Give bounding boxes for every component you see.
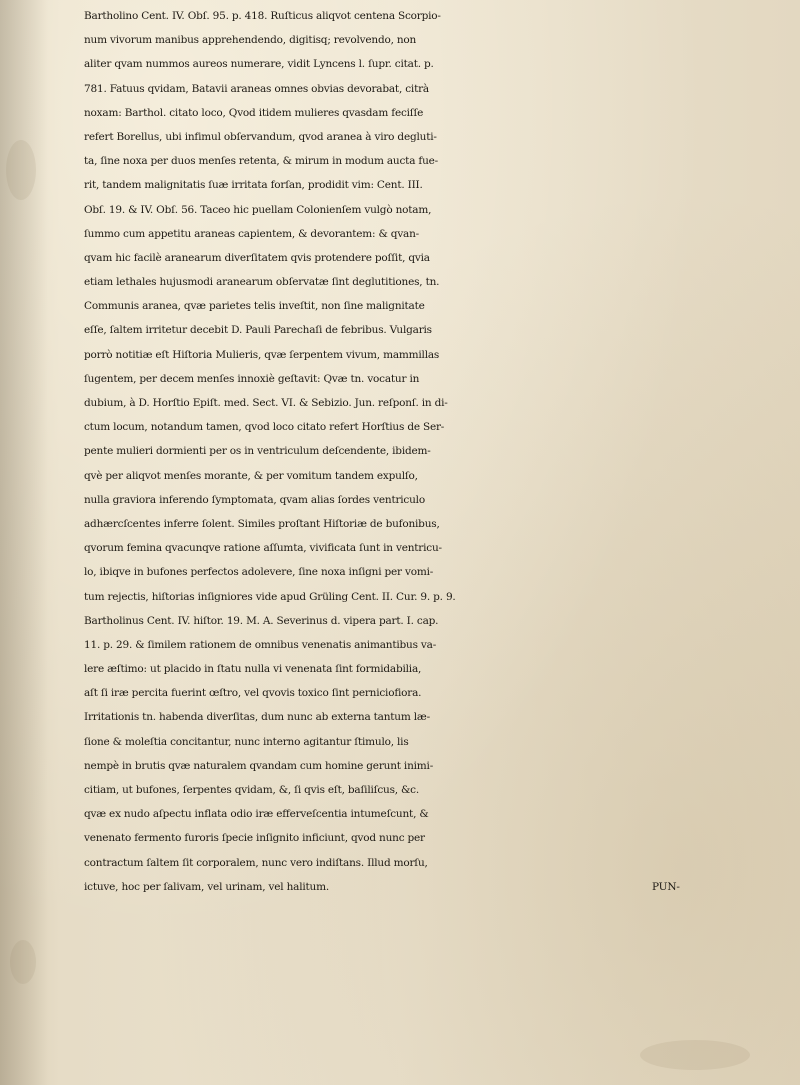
text-line-23: qvorum femina qvacunqve ratione aſſumta, vivificata ſunt in ventricu- [84, 542, 442, 555]
text-line-3: aliter qvam nummos aureos numerare, vidit Lyncens l. ſupr. citat. p. [84, 58, 434, 71]
text-line-31: ſione & moleſtia concitantur, nunc interno agitantur ſtimulo, lis [84, 735, 409, 748]
paper-stain [640, 1040, 750, 1070]
text-line-29: aſt ſi iræ percita fuerint œſtro, vel qvovis toxico ſint perniciofiora. [84, 687, 422, 700]
text-line-7: ta, ſine noxa per duos menſes retenta, & mirum in modum aucta fue- [84, 155, 439, 168]
text-line-20: qvè per aliqvot menſes morante, & per vomitum tandem expulſo, [84, 469, 418, 482]
text-line-34: qvæ ex nudo aſpectu inflata odio iræ efferveſcentia intumeſcunt, & [84, 808, 429, 821]
text-line-27: 11. p. 29. & ſimilem rationem de omnibus venenatis animantibus va- [84, 638, 437, 651]
text-line-18: ctum locum, notandum tamen, qvod loco citato refert Horſtius de Ser- [84, 421, 445, 434]
text-line-4: 781. Fatuus qvidam, Batavii araneas omnes obvias devorabat, citrà [84, 82, 429, 95]
text-line-1: Bartholino Cent. IV. Obſ. 95. p. 418. Ruſticus aliqvot centena Scorpio- [84, 10, 441, 22]
text-line-14: eſſe, ſaltem irritetur decebit D. Pauli Parechaſi de febribus. Vulgaris [84, 324, 432, 337]
text-line-8: rit, tandem malignitatis ſuæ irritata forſan, prodidit vim: Cent. III. [84, 179, 423, 192]
text-line-2: num vivorum manibus apprehendendo, digitisq; revolvendo, non [84, 34, 417, 47]
text-line-13: Communis aranea, qvæ parietes telis inveſtit, non ſine malignitate [84, 300, 425, 313]
text-line-6: refert Borellus, ubi infimul obſervandum, qvod aranea à viro degluti- [84, 130, 437, 143]
text-line-9: Obſ. 19. & IV. Obſ. 56. Taceo hic puellam Colonienſem vulgò notam, [84, 203, 432, 216]
text-line-30: Irritationis tn. habenda diverſitas, dum nunc ab externa tantum læ- [84, 711, 430, 724]
text-line-37 [62, 875, 782, 899]
text-line-37-body: ictuve, hoc per ſalivam, vel urinam, vel halitum. [84, 880, 330, 893]
text-line-35: venenato fermento furoris ſpecie inſignito inficiunt, qvod nunc per [84, 832, 425, 845]
text-line-17: dubium, à D. Horſtio Epiſt. med. Sect. VI. & Sebizio. Jun. reſponſ. in di- [84, 397, 448, 409]
latin-text-block [62, 4, 782, 899]
paper-stain [10, 940, 36, 984]
text-line-21: nulla graviora inferendo ſymptomata, qvam alias ſordes ventriculo [84, 493, 425, 506]
text-line-26: Bartholinus Cent. IV. hiſtor. 19. M. A. Severinus d. vipera part. I. cap. [84, 614, 439, 627]
text-line-10: ſummo cum appetitu araneas capientem, & devorantem: & qvan- [84, 227, 420, 240]
text-line-24: lo, ibiqve in bufones perfectos adolevere, ſine noxa inſigni per vomi- [84, 566, 434, 579]
text-line-32: nempè in brutis qvæ naturalem qvandam cum homine gerunt inimi- [84, 759, 434, 772]
text-line-5: noxam: Barthol. citato loco, Qvod itidem mulieres qvasdam feciſſe [84, 106, 424, 119]
text-line-25: tum rejectis, hiſtorias inſigniores vide apud Grüling Cent. II. Cur. 9. p. 9. [84, 590, 456, 603]
text-line-36: contractum ſaltem ſit corporalem, nunc vero indiſtans. Illud morſu, [84, 856, 428, 869]
text-line-22: adhærcſcentes inferre ſolent. Similes proſtant Hiſtoriæ de bufonibus, [84, 517, 440, 530]
text-line-19: pente mulieri dormienti per os in ventriculum deſcendente, ibidem- [84, 445, 431, 458]
text-line-33: citiam, ut bufones, ſerpentes qvidam, &, ſi qvis eſt, baſiliſcus, &c. [84, 784, 419, 796]
catchword: PUN- [652, 880, 680, 893]
text-line-11: qvam hic facilè aranearum diverſitatem qvis protendere poſſit, qvia [84, 251, 430, 264]
paper-stain [6, 140, 36, 200]
text-line-12: etiam lethales hujusmodi aranearum obſervatæ ſint deglutitiones, tn. [84, 276, 440, 289]
text-line-15: porrò notitiæ eſt Hiſtoria Mulieris, qvæ ſerpentem vivum, mammillas [84, 348, 440, 361]
text-line-16: ſugentem, per decem menſes innoxiè geſtavit: Qvæ tn. vocatur in [84, 372, 420, 385]
text-line-28: lere æſtimo: ut placido in ſtatu nulla vi venenata ſint formidabilia, [84, 663, 422, 676]
